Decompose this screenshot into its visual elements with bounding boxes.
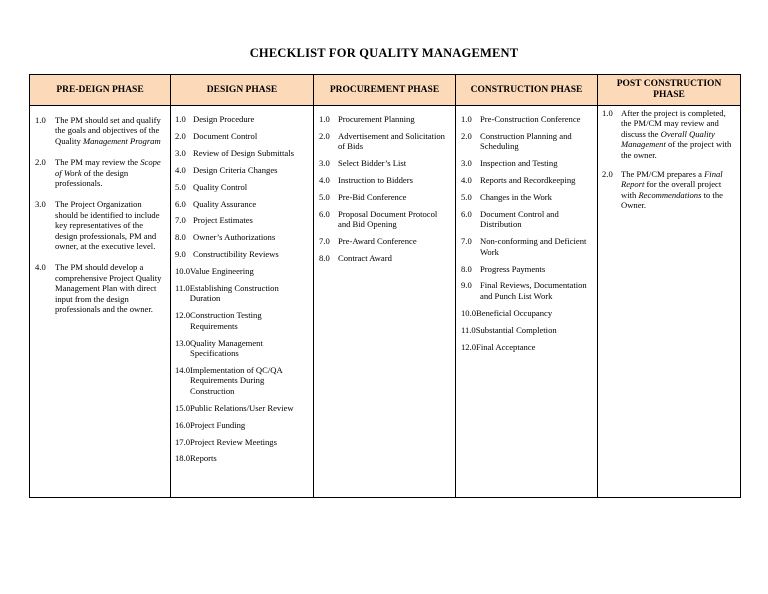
item-emphasis: Final Report <box>621 169 723 190</box>
item-text: Public Relations/User Review <box>190 402 294 413</box>
item-number: 10.0 <box>175 266 191 277</box>
item-number: 2.0 <box>319 130 330 141</box>
item-number: 3.0 <box>175 147 186 158</box>
item-number: 12.0 <box>461 341 477 352</box>
list-item <box>461 325 593 335</box>
item-text: Quality Control <box>193 181 248 192</box>
item-number: 14.0 <box>175 365 191 375</box>
item-number: 8.0 <box>319 253 330 264</box>
item-text-after: of the project with the owner. <box>621 139 732 160</box>
item-emphasis: Scope of Work <box>55 157 161 178</box>
header-row <box>30 75 741 106</box>
list-item <box>175 310 309 331</box>
item-text: Document Control and Distribution <box>480 208 559 230</box>
list-item <box>175 453 309 463</box>
item-number: 7.0 <box>461 236 472 247</box>
item-number: 11.0 <box>175 283 190 294</box>
list-item <box>319 175 451 185</box>
list-item <box>175 338 309 359</box>
item-number: 1.0 <box>35 115 46 125</box>
item-text: Implementation of QC/QA Requirements During Construction <box>190 365 283 396</box>
item-number: 5.0 <box>319 192 330 203</box>
item-text: The PM may review the <box>55 157 141 168</box>
item-text: Project Funding <box>190 419 246 430</box>
item-text: The PM should develop a comprehensive Project Quality Management Plan with direct input from the design professionals and the owner. <box>55 262 162 315</box>
item-number: 3.0 <box>319 158 330 169</box>
list-item <box>35 262 164 314</box>
item-text: After the project is completed, the PM/CM may review and discuss the <box>621 108 726 139</box>
item-number: 7.0 <box>319 236 330 247</box>
list-item <box>461 131 593 152</box>
list-item <box>461 342 593 352</box>
list-item <box>461 114 593 124</box>
item-text: Construction Planning and Scheduling <box>480 130 572 152</box>
item-text: Pre-Construction Conference <box>480 114 581 124</box>
list-item <box>461 236 593 257</box>
item-number: 5.0 <box>175 181 186 192</box>
item-number: 6.0 <box>319 208 330 219</box>
item-text: Contract Award <box>338 253 392 264</box>
column-construction <box>456 106 598 498</box>
list-item <box>319 114 451 124</box>
item-text: Construction Testing Requirements <box>190 310 262 331</box>
item-text: Project Review Meetings <box>190 436 277 447</box>
item-text: Advertisement and Solicitation of Bids <box>338 130 445 152</box>
item-emphasis: Management Program <box>82 135 161 146</box>
list-item <box>175 266 309 276</box>
item-number: 9.0 <box>461 280 472 291</box>
item-emphasis-2: Recommendations <box>638 189 702 200</box>
list-item <box>461 280 593 301</box>
list-item <box>175 165 309 175</box>
item-emphasis: Overall Quality Management <box>621 128 715 150</box>
column-pre-design <box>30 106 171 498</box>
list-item <box>175 232 309 242</box>
list-item <box>175 148 309 158</box>
item-text: Document Control <box>193 130 258 141</box>
item-text: Constructibility Reviews <box>193 249 279 260</box>
list-item <box>461 209 593 230</box>
item-text: Review of Design Submittals <box>193 147 294 158</box>
item-text: Select Bidder’s List <box>338 158 407 169</box>
item-number: 3.0 <box>35 199 46 210</box>
item-number: 8.0 <box>175 232 186 243</box>
item-number: 1.0 <box>602 108 613 118</box>
item-number: 3.0 <box>461 158 472 169</box>
item-text: Beneficial Occupancy <box>476 307 553 318</box>
item-text: Procurement Planning <box>338 114 415 124</box>
item-number: 6.0 <box>175 198 186 209</box>
header-pre-design: PRE-DEIGN PHASE <box>30 75 171 106</box>
item-number: 2.0 <box>461 130 472 141</box>
item-text: The PM should set and qualify the goals and objectives of the Quality <box>55 115 161 146</box>
item-number: 2.0 <box>602 169 613 180</box>
list-item <box>175 182 309 192</box>
list-item <box>319 192 451 202</box>
item-text: Final Acceptance <box>476 341 536 352</box>
list-item <box>175 199 309 209</box>
item-text: Quality Management Specifications <box>190 337 263 359</box>
item-number: 4.0 <box>461 175 472 186</box>
item-text: Owner’s Authorizations <box>193 232 276 243</box>
list-item <box>175 283 309 304</box>
item-number: 16.0 <box>175 419 191 430</box>
item-text: Non-conforming and Deficient Work <box>480 236 587 257</box>
list-item <box>461 175 593 185</box>
list-item <box>35 157 164 188</box>
item-number: 4.0 <box>319 175 330 186</box>
item-number: 4.0 <box>35 262 46 273</box>
header-construction: CONSTRUCTION PHASE <box>456 75 598 106</box>
item-number: 1.0 <box>175 114 186 124</box>
item-text: Proposal Document Protocol and Bid Opening <box>338 208 438 230</box>
document-title: CHECKLIST FOR QUALITY MANAGEMENT <box>249 46 519 60</box>
list-item <box>461 158 593 168</box>
item-text: Instruction to Bidders <box>338 175 413 186</box>
item-text: The Project Organization should be identified to include key representatives of the design professionals, PM and owner, at the executive level. <box>55 199 160 252</box>
item-text: Project Estimates <box>193 215 253 226</box>
item-text: Substantial Completion <box>475 324 557 335</box>
list-item <box>461 264 593 274</box>
item-number: 4.0 <box>175 164 186 175</box>
header-procurement: PROCUREMENT PHASE <box>314 75 456 106</box>
item-text-after: of the design professionals. <box>55 167 129 189</box>
item-number: 15.0 <box>175 402 191 413</box>
list-item <box>319 209 451 230</box>
item-text: Establishing Construction Duration <box>189 283 279 304</box>
list-item <box>35 199 164 251</box>
item-text: Pre-Award Conference <box>338 236 417 247</box>
item-number: 17.0 <box>175 436 191 447</box>
item-number: 9.0 <box>175 249 186 260</box>
item-text: Changes in the Work <box>480 192 552 203</box>
item-text: Inspection and Testing <box>480 158 558 169</box>
item-number: 18.0 <box>175 453 191 464</box>
list-item <box>175 215 309 225</box>
item-number: 6.0 <box>461 208 472 219</box>
item-number: 12.0 <box>175 310 191 321</box>
item-number: 5.0 <box>461 192 472 203</box>
item-text: Reports <box>190 453 217 464</box>
item-number: 11.0 <box>461 324 476 335</box>
item-number: 8.0 <box>461 263 472 274</box>
list-item <box>175 114 309 124</box>
item-number: 13.0 <box>175 337 191 348</box>
column-design <box>171 106 314 498</box>
list-item <box>35 115 164 146</box>
list-item <box>602 108 736 160</box>
checklist-table <box>29 74 741 498</box>
list-item <box>319 253 451 263</box>
list-item <box>175 365 309 396</box>
item-text: Design Procedure <box>193 114 255 124</box>
list-item <box>461 192 593 202</box>
item-number: 1.0 <box>319 114 330 124</box>
header-design: DESIGN PHASE <box>171 75 314 106</box>
item-number: 7.0 <box>175 215 186 226</box>
body-row <box>30 106 741 498</box>
item-text-after-2: to the Owner. <box>621 189 723 211</box>
item-number: 2.0 <box>35 157 46 168</box>
item-text-after: for the overall project with <box>621 179 722 200</box>
item-text: Reports and Recordkeeping <box>480 175 576 186</box>
column-post-construction <box>598 106 741 498</box>
list-item <box>175 437 309 447</box>
header-post-construction: POST CONSTRUCTION PHASE <box>598 75 741 106</box>
item-text: Progress Payments <box>480 263 546 274</box>
item-text: Value Engineering <box>190 266 254 277</box>
item-text: Final Reviews, Documentation and Punch List Work <box>480 280 587 301</box>
list-item <box>175 249 309 259</box>
list-item <box>319 131 451 152</box>
item-text: Design Criteria Changes <box>193 164 278 175</box>
list-item <box>602 169 736 211</box>
item-number: 10.0 <box>461 307 477 318</box>
item-text: The PM/CM prepares a <box>621 169 705 180</box>
item-number: 2.0 <box>175 130 186 141</box>
list-item <box>175 403 309 413</box>
item-text: Quality Assurance <box>193 198 257 209</box>
list-item <box>175 420 309 430</box>
item-text: Pre-Bid Conference <box>338 192 407 203</box>
list-item <box>461 308 593 318</box>
column-procurement <box>314 106 456 498</box>
list-item <box>319 158 451 168</box>
item-number: 1.0 <box>461 114 472 124</box>
list-item <box>319 236 451 246</box>
list-item <box>175 131 309 141</box>
